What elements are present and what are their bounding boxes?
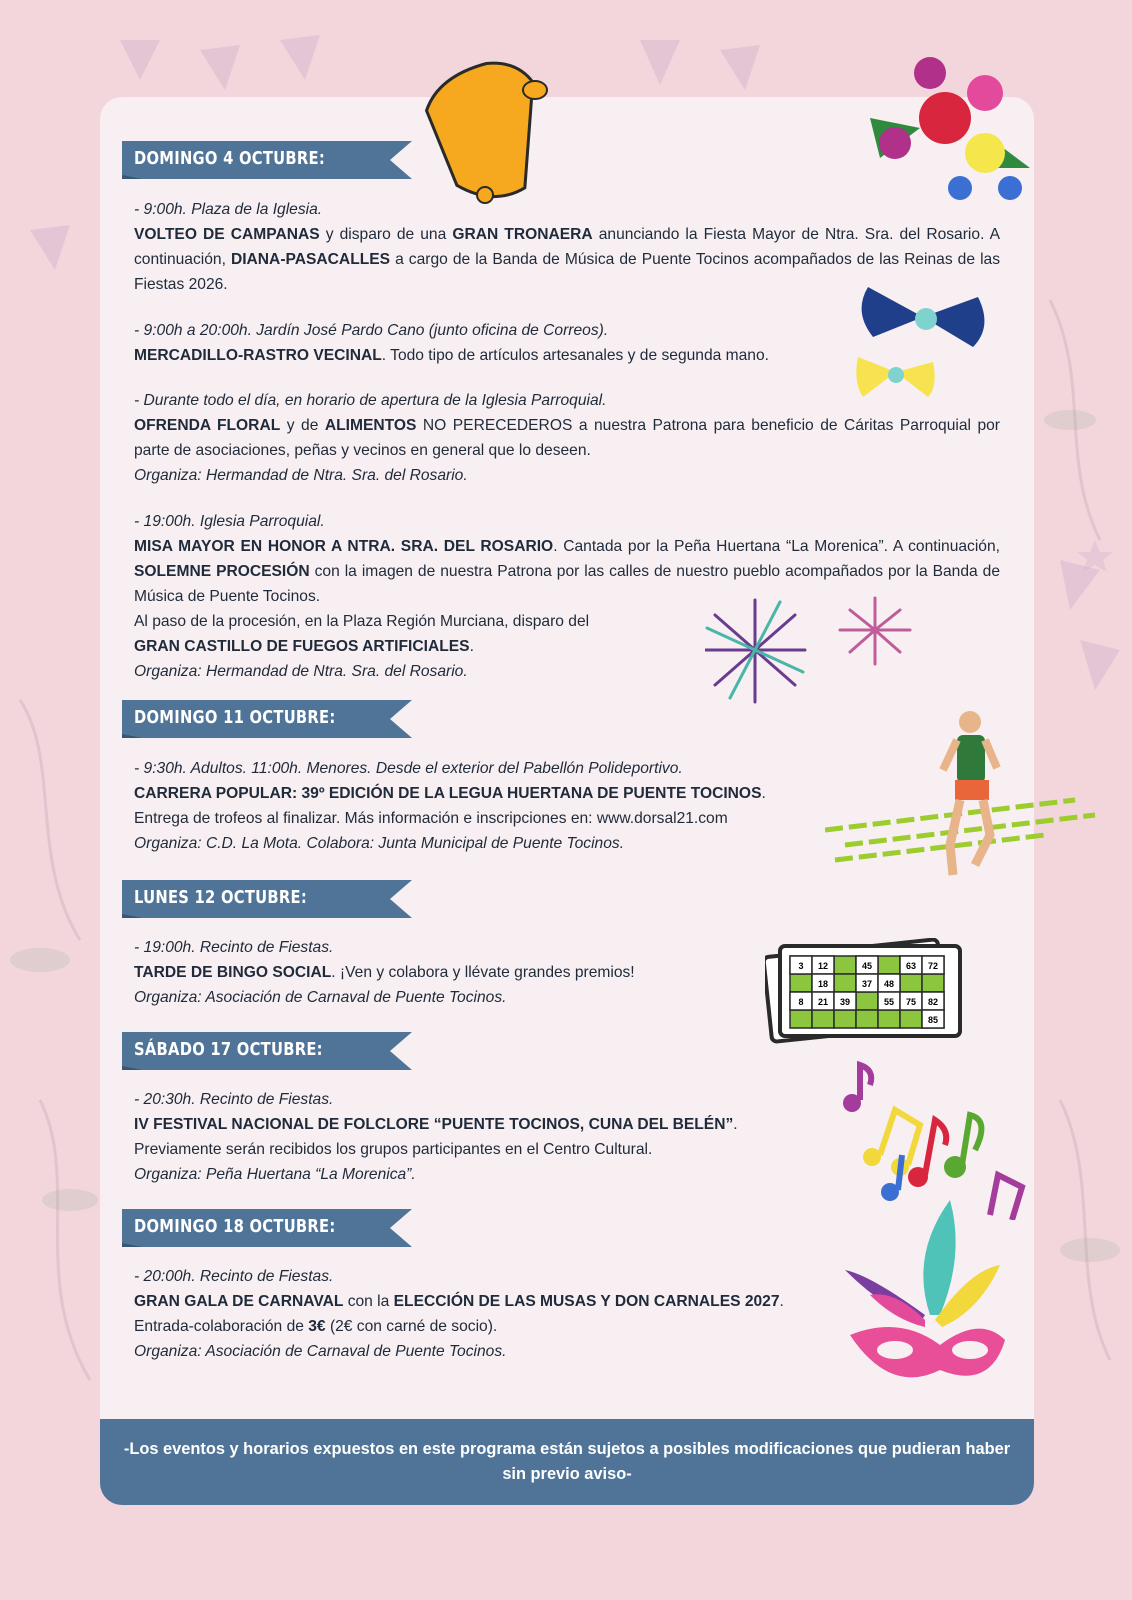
bingo-number: 63 [905, 961, 917, 971]
event-description: CARRERA POPULAR: 39º EDICIÓN DE LA LEGUA HUERTANA DE PUENTE TOCINOS. [134, 785, 766, 802]
event-note: Entrega de trofeos al finalizar. Más información e inscripciones en: www.dorsal21.com [134, 810, 728, 827]
bingo-number: 55 [883, 997, 895, 1007]
event-organizer: Organiza: C.D. La Mota. Colabora: Junta Municipal de Puente Tocinos. [134, 835, 625, 852]
event-time: - 9:00h. Plaza de la Iglesia. [134, 201, 323, 218]
bow-tie-icon [848, 272, 993, 412]
event-description: MISA MAYOR EN HONOR A NTRA. SRA. DEL ROSARIO. Cantada por la Peña Huertana “La Morenica”. A continuación, SOLEMNE PROCESIÓN con la imagen de nuestra Patrona por las calles de nuestro pueblo acompañados por la Banda de Música de Puente Tocinos. [134, 538, 1000, 605]
event-organizer: Organiza: Asociación de Carnaval de Puente Tocinos. [134, 989, 507, 1006]
event-time: - 20:30h. Recinto de Fiestas. [134, 1091, 334, 1108]
event [134, 318, 894, 368]
event-description: MERCADILLO-RASTRO VECINAL. Todo tipo de artículos artesanales y de segunda mano. [134, 347, 769, 364]
flowers-icon [860, 48, 1035, 208]
event-time: - 9:00h a 20:00h. Jardín José Pardo Cano (junto oficina de Correos). [134, 322, 609, 339]
bingo-number: 8 [798, 997, 804, 1007]
event-organizer: Organiza: Hermandad de Ntra. Sra. del Rosario. [134, 467, 468, 484]
event-organizer: Organiza: Asociación de Carnaval de Puente Tocinos. [134, 1343, 507, 1360]
bingo-number: 18 [817, 979, 829, 989]
event-time: - 19:00h. Recinto de Fiestas. [134, 939, 334, 956]
disclaimer-footer [100, 1419, 1034, 1505]
event [134, 1087, 854, 1187]
event-time: - Durante todo el día, en horario de apertura de la Iglesia Parroquial. [134, 392, 607, 409]
bingo-number: 37 [861, 979, 873, 989]
bingo-number: 75 [905, 997, 917, 1007]
event [134, 756, 934, 856]
bell-icon [415, 55, 565, 215]
bingo-number: 72 [927, 961, 939, 971]
event-description: VOLTEO DE CAMPANAS y disparo de una GRAN TRONAERA anunciando la Fiesta Mayor de Ntra. Sra. del Rosario. A continuación, DIANA-PASACALLES a cargo de la Banda de Música de Puente Tocinos acompañados de las Reinas de las Fiestas 2026. [134, 226, 1000, 293]
event-note: Entrada-colaboración de 3€ (2€ con carné de socio). [134, 1318, 498, 1335]
event-time: - 19:00h. Iglesia Parroquial. [134, 513, 325, 530]
event [134, 935, 774, 1010]
bingo-number: 21 [817, 997, 829, 1007]
event-organizer: Organiza: Hermandad de Ntra. Sra. del Rosario. [134, 663, 468, 680]
bingo-number: 45 [861, 961, 873, 971]
carnival-mask-icon [840, 1195, 1010, 1400]
runner-icon [825, 710, 1100, 880]
bingo-number: 82 [927, 997, 939, 1007]
event-note: Al paso de la procesión, en la Plaza Región Murciana, disparo del [134, 613, 590, 630]
event-description: IV FESTIVAL NACIONAL DE FOLCLORE “PUENTE TOCINOS, CUNA DEL BELÉN”. [134, 1116, 738, 1133]
event-description: OFRENDA FLORAL y de ALIMENTOS NO PERECEDEROS a nuestra Patrona para beneficio de Cáritas Parroquial por parte de asociaciones, peñas y vecinos en general que lo deseen. [134, 417, 1001, 459]
event-time: - 20:00h. Recinto de Fiestas. [134, 1268, 334, 1285]
bingo-card-icon [765, 938, 965, 1048]
bingo-number: 39 [839, 997, 851, 1007]
event-time: - 9:30h. Adultos. 11:00h. Menores. Desde el exterior del Pabellón Polideportivo. [134, 760, 683, 777]
event [134, 1264, 854, 1364]
fireworks-icon [705, 590, 920, 730]
bingo-number: 48 [883, 979, 895, 989]
event-description: GRAN GALA DE CARNAVAL con la ELECCIÓN DE LAS MUSAS Y DON CARNALES 2027. [134, 1293, 784, 1310]
event-highlight: GRAN CASTILLO DE FUEGOS ARTIFICIALES. [134, 638, 474, 655]
bingo-number: 3 [798, 961, 804, 971]
event-organizer: Organiza: Peña Huertana “La Morenica”. [134, 1166, 416, 1183]
event-description: TARDE DE BINGO SOCIAL. ¡Ven y colabora y llévate grandes premios! [134, 964, 635, 981]
disclaimer-text: -Los eventos y horarios expuestos en este programa están sujetos a posibles modificaciones que pudieran haber sin previo aviso- [123, 1440, 1011, 1483]
bingo-number: 85 [927, 1015, 939, 1025]
bingo-grid [790, 956, 944, 1028]
event-note: Previamente serán recibidos los grupos participantes en el Centro Cultural. [134, 1141, 653, 1158]
program-content: DOMINGO 4 OCTUBRE: - 9:00h. Plaza de la Iglesia. VOLTEO DE CAMPANAS y disparo de una GRAN TRONAERA anunciando la Fiesta Mayor de Ntra. Sra. del Rosario. A continuación, DIANA-PASACALLES a cargo de la Banda de Música de Puente Tocinos acompañados de las Reinas de las Fiestas 2026. - 9:00h a 20:00h. Jardín José Pardo Cano (junto oficina de Correos). MERCADILLO-RASTRO VECINAL. Todo tipo de artículos artesanales y de segunda mano. - Durante todo el día, en horario de apertura de la Iglesia Parroquial. OFRENDA FLORAL y de ALIMENTOS NO PERECEDEROS a nuestra Patrona para beneficio de Cáritas Parroquial por parte de asociaciones, peñas y vecinos en general que lo deseen. Organiza: Hermandad de Ntra. Sra. del Rosario. - 19:00h. Iglesia Parroquial. MISA MAYOR EN HONOR A NTRA. SRA. DEL ROSARIO. Cantada por la Peña Huertana “La Morenica”. A continuación, SOLEMNE PROCESIÓN con la imagen de nuestra Patrona por las calles de nuestro pueblo acompañados por la Banda de Música de Puente Tocinos. Al paso de la procesión, en la Plaza Región Murciana, disparo del GRAN CASTILLO DE FUEGOS ARTIFICIALES. Organiza: Hermandad de Ntra. Sra. del Rosario. DOMINGO 11 OCTUBRE: - 9:30h. Adultos. 11:00h. Menores. Desde el exterior del Pabellón Polideportivo. CARRERA POPULAR: 39º EDICIÓN DE LA LEGUA HUERTANA DE PUENTE TOCINOS. Entrega de trofeos al finalizar. Más información e inscripciones en: www.dorsal21.com Organiza: C.D. La Mota. Colabora: Junta Municipal de Puente Tocinos. LUNES 12 OCTUBRE: - 19:00h. Recinto de Fiestas. TARDE DE BINGO SOCIAL. ¡Ven y colabora y llévate grandes premios! Organiza: Asociación de Carnaval de Puente Tocinos. SÁBADO 17 OCTUBRE: - 20:30h. Recinto de Fiestas. IV FESTIVAL NACIONAL DE FOLCLORE “PUENTE TOCINOS, CUNA DEL BELÉN”. Previamente serán recibidos los grupos participantes en el Centro Cultural. Organiza: Peña Huertana “La Morenica”. DOMINGO 18 OCTUBRE: - 20:00h. Recinto de Fiestas. GRAN GALA DE CARNAVAL con la ELECCIÓN DE LAS MUSAS Y DON CARNALES 2027. Entrada-colaboración de 3€ (2€ con carné de socio). Organiza: Asociación de Carnaval de Puente Tocinos. -Los eventos y horarios expuestos en este programa están sujetos a posibles modificaciones que pudieran haber sin previo aviso- [100, 97, 1034, 1505]
bingo-number: 12 [817, 961, 829, 971]
